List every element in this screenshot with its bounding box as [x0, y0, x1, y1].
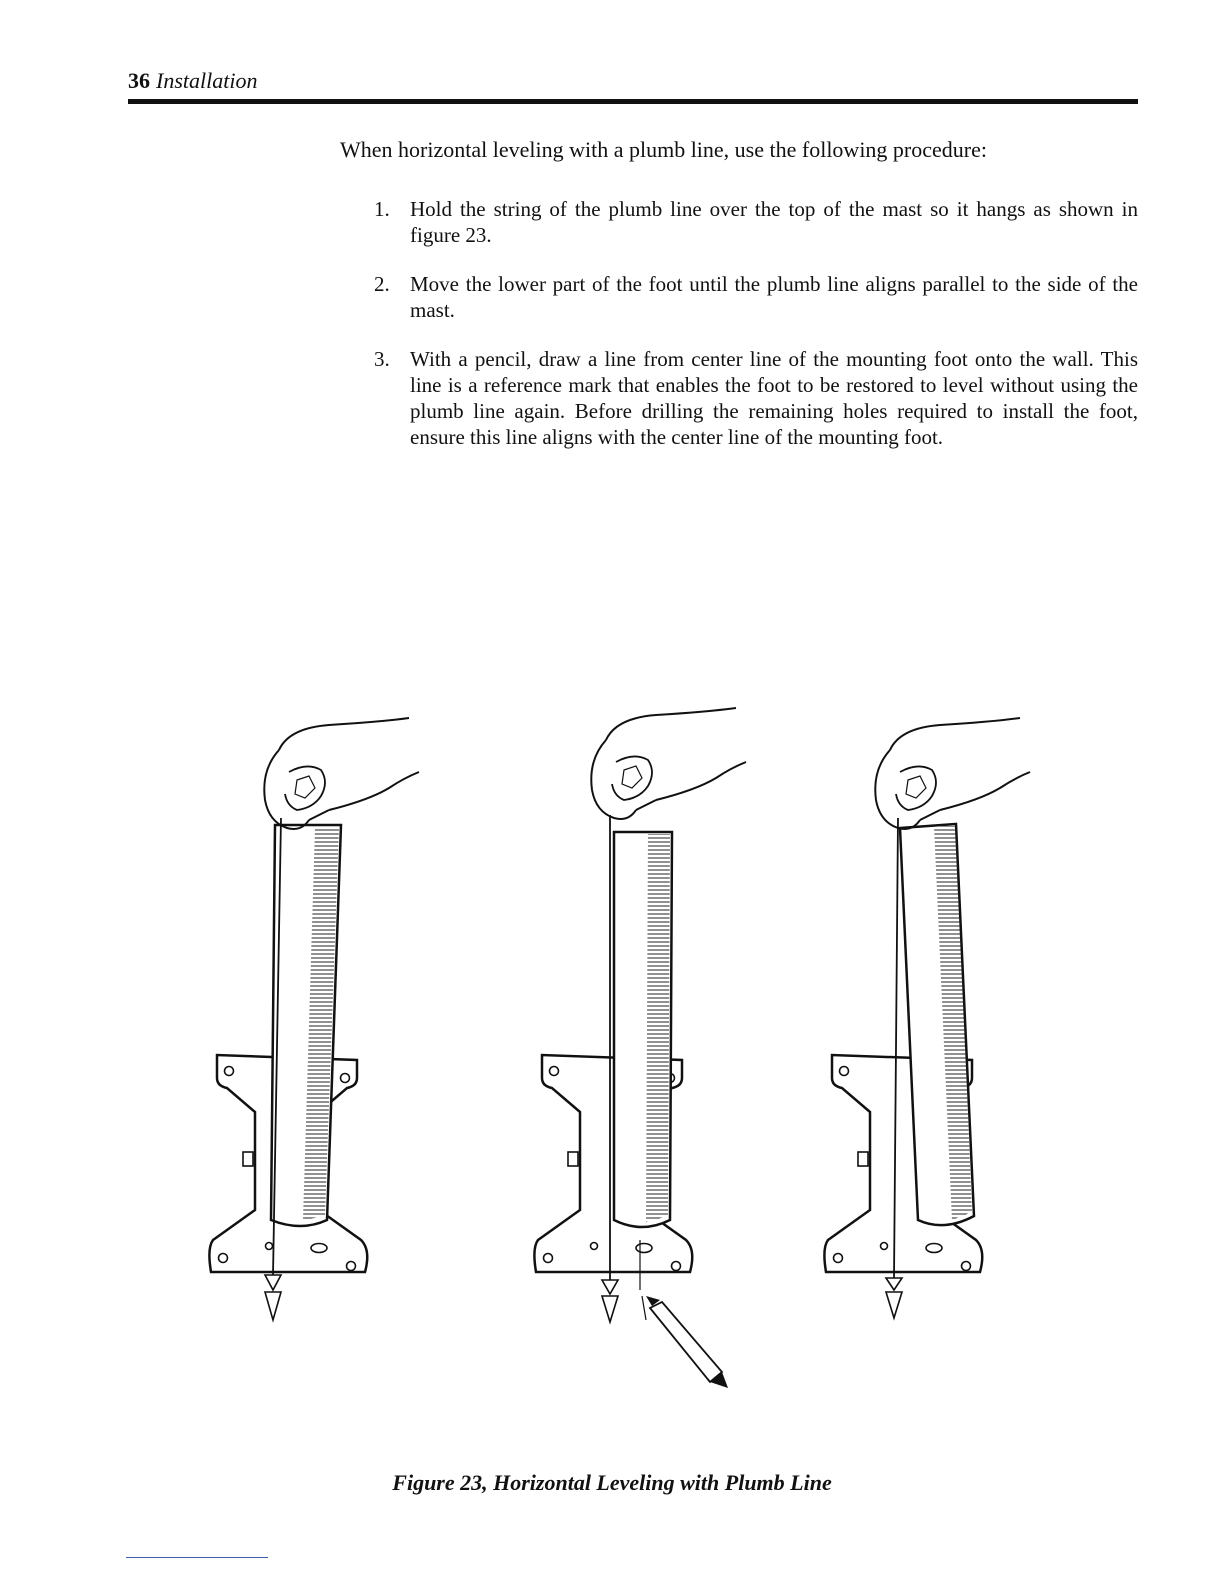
step-text: Hold the string of the plumb line over the top of the mast so it hangs as shown in figure 23. — [410, 197, 1138, 247]
section-title: Installation — [156, 68, 258, 93]
procedure-list — [374, 196, 1138, 473]
intro-paragraph: When horizontal leveling with a plumb line, use the following procedure: — [340, 137, 987, 162]
procedure-step — [374, 346, 1138, 450]
procedure-step — [374, 271, 1138, 323]
figure-caption: Figure 23, Horizontal Leveling with Plumb Line — [392, 1470, 832, 1495]
step-number: 1. — [374, 197, 390, 221]
mast-left — [209, 718, 419, 1320]
step-text: Move the lower part of the foot until the plumb line aligns parallel to the side of the mast. — [410, 272, 1138, 322]
step-text: With a pencil, draw a line from center line of the mounting foot onto the wall. This line is a reference mark that enables the foot to be restored to level without using the plumb line again. Before drilling the remaining holes required to install the foot, ensure this line aligns with the center line of the mounting foot. — [410, 347, 1138, 449]
plumb-line-illustration — [195, 700, 1055, 1400]
page-header — [128, 68, 257, 94]
footer-rule — [126, 1557, 268, 1558]
page-number: 36 — [128, 68, 150, 93]
procedure-step — [374, 196, 1138, 248]
mast-middle — [534, 708, 746, 1388]
step-number: 2. — [374, 272, 390, 296]
pencil-icon — [646, 1296, 728, 1388]
step-number: 3. — [374, 347, 390, 371]
header-rule — [128, 99, 1138, 104]
mast-right — [824, 718, 1030, 1318]
